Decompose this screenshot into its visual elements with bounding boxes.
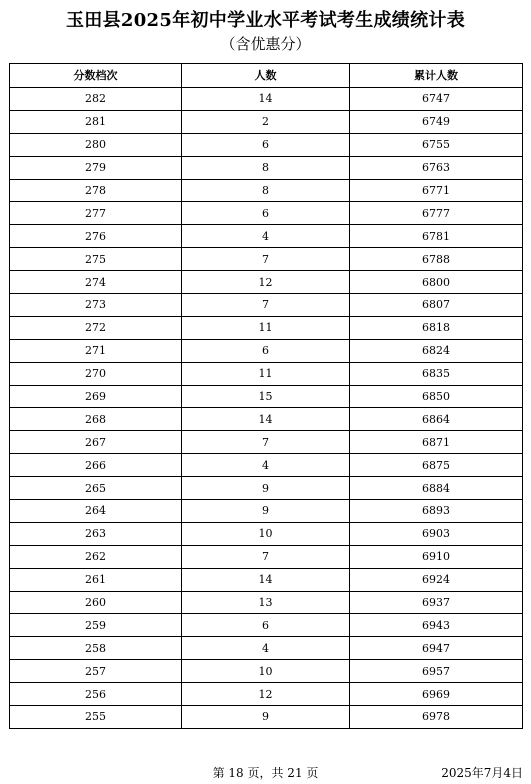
count-cell: 14	[182, 88, 350, 111]
count-cell: 8	[182, 156, 350, 179]
document-title: 玉田县2025年初中学业水平考试考生成绩统计表	[66, 10, 465, 31]
score-level-cell: 266	[10, 454, 182, 477]
count-cell: 11	[182, 362, 350, 385]
score-level-cell: 274	[10, 271, 182, 294]
cumulative-count-cell: 6788	[350, 248, 523, 271]
cumulative-count-cell: 6978	[350, 706, 523, 729]
cumulative-count-cell: 6749	[350, 110, 523, 133]
score-level-cell: 257	[10, 660, 182, 683]
page-number: 第 18 页，共 21 页	[212, 766, 319, 780]
table-row	[10, 110, 523, 133]
score-level-cell: 264	[10, 500, 182, 523]
cumulative-count-cell: 6937	[350, 591, 523, 614]
header-cumulative-count: 累计人数	[350, 64, 523, 88]
count-cell: 4	[182, 454, 350, 477]
table-row	[10, 683, 523, 706]
count-cell: 4	[182, 225, 350, 248]
score-level-cell: 278	[10, 179, 182, 202]
table-body	[10, 88, 523, 729]
cumulative-count-cell: 6835	[350, 362, 523, 385]
cumulative-count-cell: 6871	[350, 431, 523, 454]
score-level-cell: 258	[10, 637, 182, 660]
score-level-cell: 270	[10, 362, 182, 385]
table-row	[10, 225, 523, 248]
cumulative-count-cell: 6747	[350, 88, 523, 111]
table-row	[10, 271, 523, 294]
score-level-cell: 261	[10, 568, 182, 591]
table-row	[10, 88, 523, 111]
count-cell: 6	[182, 133, 350, 156]
score-level-cell: 269	[10, 385, 182, 408]
table-row	[10, 591, 523, 614]
score-level-cell: 262	[10, 545, 182, 568]
score-statistics-table	[9, 63, 523, 729]
count-cell: 7	[182, 294, 350, 317]
table-row	[10, 248, 523, 271]
cumulative-count-cell: 6763	[350, 156, 523, 179]
table-row	[10, 179, 523, 202]
table-row	[10, 316, 523, 339]
cumulative-count-cell: 6875	[350, 454, 523, 477]
table-row	[10, 477, 523, 500]
score-level-cell: 275	[10, 248, 182, 271]
count-cell: 6	[182, 339, 350, 362]
cumulative-count-cell: 6903	[350, 522, 523, 545]
cumulative-count-cell: 6771	[350, 179, 523, 202]
cumulative-count-cell: 6850	[350, 385, 523, 408]
score-level-cell: 259	[10, 614, 182, 637]
table-row	[10, 431, 523, 454]
count-cell: 7	[182, 431, 350, 454]
cumulative-count-cell: 6800	[350, 271, 523, 294]
count-cell: 9	[182, 706, 350, 729]
score-level-cell: 265	[10, 477, 182, 500]
cumulative-count-cell: 6824	[350, 339, 523, 362]
cumulative-count-cell: 6777	[350, 202, 523, 225]
header-row	[10, 64, 523, 88]
cumulative-count-cell: 6947	[350, 637, 523, 660]
cumulative-count-cell: 6943	[350, 614, 523, 637]
table-row	[10, 202, 523, 225]
footer-date: 2025年7月4日	[441, 766, 523, 780]
table-row	[10, 522, 523, 545]
table-header	[10, 64, 523, 88]
score-level-cell: 260	[10, 591, 182, 614]
count-cell: 7	[182, 248, 350, 271]
score-level-cell: 277	[10, 202, 182, 225]
table-row	[10, 156, 523, 179]
table-row	[10, 454, 523, 477]
count-cell: 13	[182, 591, 350, 614]
score-level-cell: 272	[10, 316, 182, 339]
count-cell: 15	[182, 385, 350, 408]
score-level-cell: 263	[10, 522, 182, 545]
cumulative-count-cell: 6924	[350, 568, 523, 591]
score-level-cell: 281	[10, 110, 182, 133]
table-row	[10, 637, 523, 660]
cumulative-count-cell: 6969	[350, 683, 523, 706]
score-level-cell: 267	[10, 431, 182, 454]
table-row	[10, 339, 523, 362]
count-cell: 12	[182, 683, 350, 706]
count-cell: 6	[182, 202, 350, 225]
count-cell: 11	[182, 316, 350, 339]
table-row	[10, 660, 523, 683]
cumulative-count-cell: 6781	[350, 225, 523, 248]
table-row	[10, 500, 523, 523]
cumulative-count-cell: 6957	[350, 660, 523, 683]
count-cell: 12	[182, 271, 350, 294]
cumulative-count-cell: 6884	[350, 477, 523, 500]
table-row	[10, 385, 523, 408]
count-cell: 4	[182, 637, 350, 660]
table-row	[10, 294, 523, 317]
score-level-cell: 271	[10, 339, 182, 362]
cumulative-count-cell: 6864	[350, 408, 523, 431]
table-row	[10, 706, 523, 729]
count-cell: 14	[182, 568, 350, 591]
table-row	[10, 362, 523, 385]
count-cell: 10	[182, 522, 350, 545]
count-cell: 9	[182, 500, 350, 523]
count-cell: 9	[182, 477, 350, 500]
count-cell: 2	[182, 110, 350, 133]
count-cell: 14	[182, 408, 350, 431]
table-row	[10, 614, 523, 637]
score-level-cell: 268	[10, 408, 182, 431]
count-cell: 8	[182, 179, 350, 202]
table-row	[10, 408, 523, 431]
table-row	[10, 133, 523, 156]
score-level-cell: 276	[10, 225, 182, 248]
score-level-cell: 282	[10, 88, 182, 111]
score-level-cell: 273	[10, 294, 182, 317]
cumulative-count-cell: 6755	[350, 133, 523, 156]
cumulative-count-cell: 6818	[350, 316, 523, 339]
header-count: 人数	[182, 64, 350, 88]
score-level-cell: 256	[10, 683, 182, 706]
table-row	[10, 568, 523, 591]
count-cell: 10	[182, 660, 350, 683]
cumulative-count-cell: 6893	[350, 500, 523, 523]
score-level-cell: 255	[10, 706, 182, 729]
score-level-cell: 280	[10, 133, 182, 156]
header-score-level: 分数档次	[10, 64, 182, 88]
table-row	[10, 545, 523, 568]
cumulative-count-cell: 6910	[350, 545, 523, 568]
document-subtitle: （含优惠分）	[220, 35, 311, 53]
score-level-cell: 279	[10, 156, 182, 179]
cumulative-count-cell: 6807	[350, 294, 523, 317]
count-cell: 6	[182, 614, 350, 637]
count-cell: 7	[182, 545, 350, 568]
